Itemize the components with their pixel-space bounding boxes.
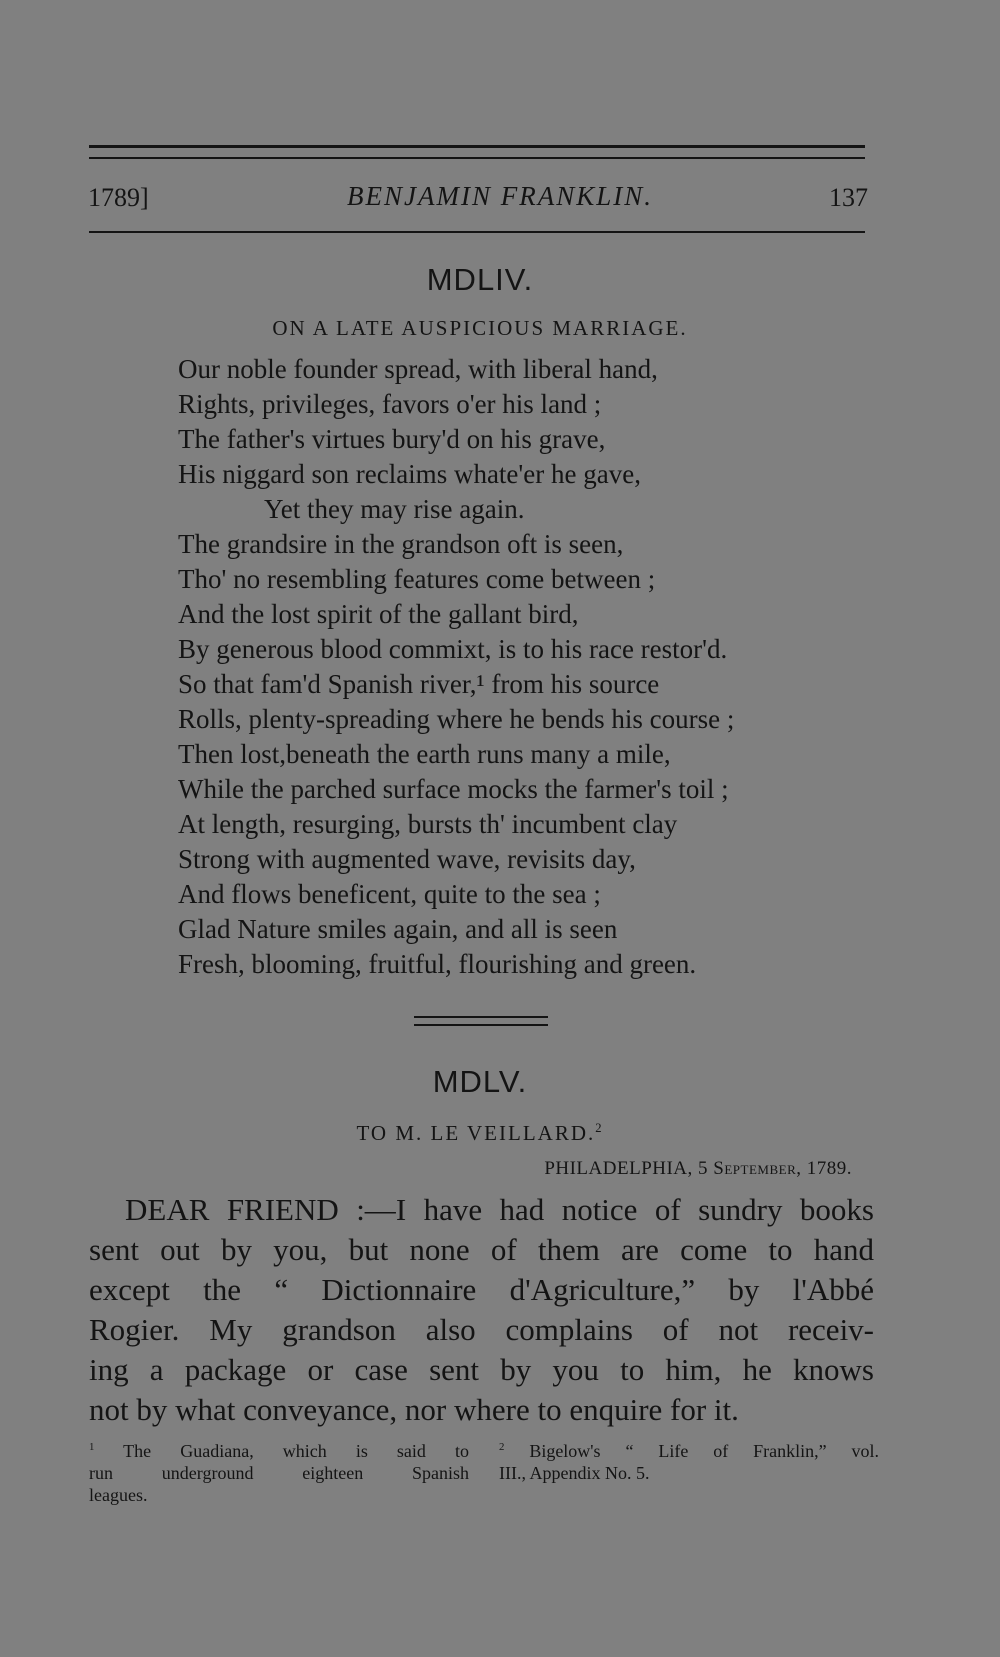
footnote-line (499, 1440, 879, 1462)
section-divider-bottom (414, 1024, 548, 1026)
header-bottom-rule (89, 231, 865, 233)
footnote-1-mark: 1 (89, 1441, 95, 1453)
footnote-line: run underground eighteen Spanish (89, 1463, 469, 1483)
footnote-2 (499, 1440, 879, 1484)
piece2-number: MDLV. (432, 1064, 528, 1099)
poem-line: So that fam'd Spanish river,¹ from his source (178, 669, 660, 699)
piece2-title-footnote-mark: 2 (595, 1121, 604, 1135)
footnote-line: III., Appendix No. 5. (499, 1463, 650, 1483)
footnote-line-text: Bigelow's “ Life of Franklin,” vol. (529, 1441, 879, 1461)
footnote-1 (89, 1440, 469, 1506)
letter-line: Rogier. My grandson also complains of not receiv- (89, 1312, 874, 1347)
poem-line: The father's virtues bury'd on his grave, (178, 424, 606, 454)
footnote-line (89, 1440, 469, 1462)
piece1-title: ON A LATE AUSPICIOUS MARRIAGE. (272, 316, 688, 340)
letter-line: ing a package or case sent by you to him, he knows (89, 1352, 874, 1387)
poem (178, 352, 734, 982)
poem-line: Rolls, plenty-spreading where he bends his course ; (178, 704, 735, 734)
letter-line: except the “ Dictionnaire d'Agriculture,” by l'Abbé (89, 1272, 874, 1307)
letter-line: sent out by you, but none of them are come to hand (89, 1232, 874, 1267)
header-year: 1789] (88, 183, 149, 212)
piece1-number: MDLIV. (426, 262, 534, 297)
poem-line: Glad Nature smiles again, and all is seen (178, 914, 618, 944)
poem-line: Strong with augmented wave, revisits day, (178, 844, 636, 874)
poem-line: Tho' no resembling features come between ; (178, 564, 656, 594)
letter-line: not by what conveyance, nor where to enquire for it. (89, 1392, 739, 1427)
running-title: BENJAMIN FRANKLIN. (347, 181, 653, 211)
piece2-title (0, 1121, 960, 1146)
letter-body (89, 1190, 874, 1430)
poem-line: And flows beneficent, quite to the sea ; (178, 879, 601, 909)
header-top-rule-thin (89, 157, 865, 159)
poem-line: By generous blood commixt, is to his race restor'd. (178, 634, 728, 664)
footnote-line-text: The Guadiana, which is said to (123, 1441, 469, 1461)
poem-line: The grandsire in the grandson oft is seen, (178, 529, 624, 559)
poem-line: Rights, privileges, favors o'er his land ; (178, 389, 602, 419)
poem-line: His niggard son reclaims whate'er he gave, (178, 459, 641, 489)
letter-line (89, 1190, 874, 1230)
dateline: PHILADELPHIA, 5 September, 1789. (544, 1158, 852, 1179)
footnote-line: leagues. (89, 1485, 148, 1505)
section-divider-top (414, 1016, 548, 1018)
poem-line: Then lost,beneath the earth runs many a mile, (178, 739, 671, 769)
poem-line: While the parched surface mocks the farmer's toil ; (178, 774, 729, 804)
poem-line: Our noble founder spread, with liberal hand, (178, 354, 658, 384)
salutation: DEAR FRIEND :— (125, 1192, 396, 1227)
poem-line: And the lost spirit of the gallant bird, (178, 599, 579, 629)
poem-line: Yet they may rise again. (264, 494, 525, 524)
page-number: 137 (829, 183, 868, 212)
footnote-2-mark: 2 (499, 1441, 505, 1453)
poem-line: At length, resurging, bursts th' incumbent clay (178, 809, 678, 839)
poem-line: Fresh, blooming, fruitful, flourishing and green. (178, 949, 697, 979)
piece2-title-text: TO M. LE VEILLARD. (356, 1121, 596, 1145)
header-top-rule-thick (89, 145, 865, 148)
letter-line-text: I have had notice of sundry books (395, 1192, 874, 1227)
